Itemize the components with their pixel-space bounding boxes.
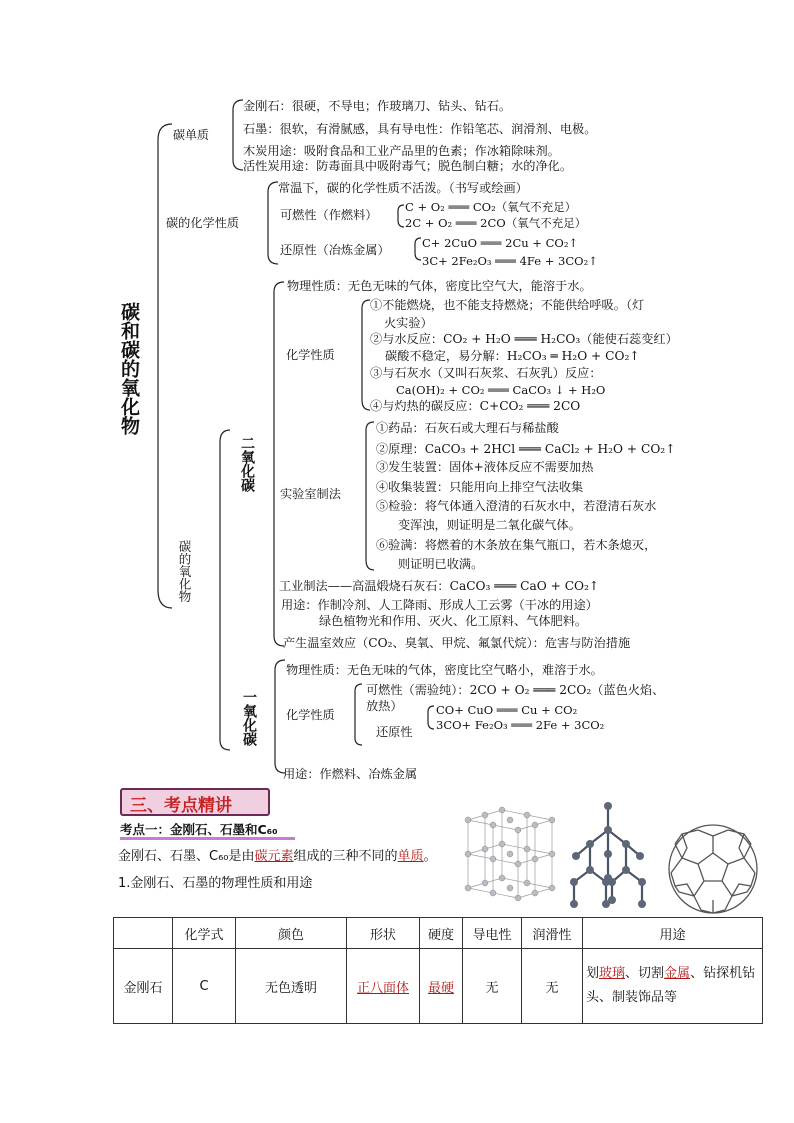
subhead: 1.金刚石、石墨的物理性质和用途 — [118, 876, 313, 891]
co-combustible: 可燃性（需验纯）：2CO + O₂ ═══ 2CO₂（蓝色火焰、 — [366, 683, 665, 697]
co2-chem-line: 火实验） — [384, 316, 433, 330]
co-label: 一氧化碳 — [241, 690, 257, 746]
table-header-cell: 润滑性 — [522, 918, 583, 949]
co-uses: 用途：作燃料、冶炼金属 — [283, 767, 418, 781]
intro-mid: 组成的三种不同的 — [293, 849, 398, 864]
table-row — [114, 949, 763, 1024]
carbon-element-line-graphite: 石墨：很软，有滑腻感，具有导电性：作铅笔芯、润滑剂、电极。 — [243, 122, 597, 136]
carbon-chem-combustible-eq2: 2C + O₂ ═══ 2CO（氧气不充足） — [405, 216, 587, 230]
co2-lab-line: ⑤检验：将气体通入澄清的石灰水中，若澄清石灰水 — [376, 499, 657, 513]
table-header-cell: 硬度 — [420, 918, 463, 949]
co-combustible-2: 放热） — [366, 699, 403, 713]
graphite-structure-image — [462, 806, 558, 912]
carbon-element-line-diamond: 金刚石：很硬，不导电；作玻璃刀、钻头、钻石。 — [243, 99, 512, 113]
co-reducing-eq2: 3CO+ Fe₂O₃ ═══ 2Fe + 3CO₂ — [436, 718, 605, 732]
co2-industrial: 工业制法——高温煅烧石灰石：CaCO₃ ═══ CaO + CO₂↑ — [279, 579, 600, 593]
co2-chem-line: 碳酸不稳定，易分解：H₂CO₃ ═ H₂O + CO₂↑ — [385, 349, 640, 363]
carbon-chem-reducing-label: 还原性（冶炼金属） — [280, 243, 390, 257]
cell-uses — [583, 949, 763, 1024]
co2-lab-line: ⑥验满：将燃着的木条放在集气瓶口，若木条熄灭， — [376, 538, 657, 552]
mindmap-root-title: 碳和碳的氧化物 — [118, 302, 140, 435]
carbon-chem-reducing-eq1: C+ 2CuO ═══ 2Cu + CO₂↑ — [422, 236, 579, 250]
co-reducing-eq1: CO+ CuO ═══ Cu + CO₂ — [436, 703, 578, 717]
co2-uses-2: 绿色植物光和作用、灭火、化工原料、气体肥料。 — [319, 614, 588, 628]
use-part: 、钻探机钻 — [690, 966, 756, 981]
cell-hardness-text: 最硬 — [427, 980, 454, 996]
carbon-element-line-activated: 活性炭用途：防毒面具中吸附毒气；脱色制白糖；水的净化。 — [243, 159, 573, 173]
carbon-chem-reducing-eq2: 3C+ 2Fe₂O₃ ═══ 4Fe + 3CO₂↑ — [422, 254, 598, 268]
table-header-cell: 用途 — [583, 918, 763, 949]
co2-greenhouse: 产生温室效应（CO₂、臭氧、甲烷、氟氯代烷）：危害与防治措施 — [283, 636, 631, 650]
co2-chem-line: ③与石灰水（又叫石灰浆、石灰乳）反应： — [370, 366, 602, 380]
cell-hardness — [420, 949, 463, 1024]
co2-label: 二氧化碳 — [239, 436, 255, 492]
carbon-chem-combustible-eq1: C + O₂ ═══ CO₂（氧气不充足） — [405, 200, 577, 214]
cell-formula: C — [173, 949, 236, 1024]
intro-keyword-elemental: 单质 — [397, 849, 424, 864]
co2-lab-line: 变浑浊，则证明是二氧化碳气体。 — [398, 518, 581, 532]
use-part: 、切割 — [625, 966, 665, 981]
carbon-chem-combustible-label: 可燃性（作燃料） — [280, 208, 378, 222]
co-chem-label: 化学性质 — [286, 708, 335, 722]
point-title-text: 考点一：金刚石、石墨和C₆₀ — [120, 822, 278, 837]
co2-chem-line: ①不能燃烧，也不能支持燃烧；不能供给呼吸。（灯 — [370, 298, 645, 312]
table-header-row — [114, 918, 763, 949]
cell-lubricity: 无 — [522, 949, 583, 1024]
co2-chem-line: ②与水反应：CO₂ + H₂O ═══ H₂CO₃（能使石蕊变红） — [370, 332, 678, 346]
intro-end: 。 — [423, 849, 437, 864]
point-title-underline — [120, 837, 295, 840]
cell-shape — [347, 949, 420, 1024]
cell-conductivity: 无 — [463, 949, 522, 1024]
use-line-2: 头、制装饰品等 — [586, 990, 678, 1005]
co-physical: 物理性质：无色无味的气体，密度比空气略小，难溶于水。 — [286, 663, 603, 677]
cell-color: 无色透明 — [236, 949, 347, 1024]
co2-lab-label: 实验室制法 — [280, 487, 341, 501]
table-header-cell: 化学式 — [173, 918, 236, 949]
carbon-element-label: 碳单质 — [173, 128, 210, 142]
co2-lab-line: ①药品：石灰石或大理石与稀盐酸 — [376, 421, 559, 435]
table-header-cell: 颜色 — [236, 918, 347, 949]
carbon-chem-label: 碳的化学性质 — [166, 216, 240, 230]
carbon-chem-stable: 常温下，碳的化学性质不活泼。（书写或绘画） — [278, 181, 528, 195]
co-reducing-label: 还原性 — [376, 725, 413, 739]
point-title — [120, 820, 278, 838]
co2-physical: 物理性质：无色无味的气体，密度比空气大，能溶于水。 — [287, 279, 592, 293]
co2-lab-line: ④收集装置：只能用向上排空气法收集 — [376, 480, 584, 494]
co2-lab-line: 则证明已收满。 — [398, 557, 484, 571]
intro-pre: 金刚石、石墨、C₆₀是由 — [118, 849, 255, 864]
co2-chem-line: ④与灼热的碳反应：C+CO₂ ═══ 2CO — [370, 399, 581, 413]
co2-chem-line: Ca(OH)₂ + CO₂ ═══ CaCO₃ ↓ + H₂O — [396, 383, 606, 397]
banner-title: 三、考点精讲 — [130, 796, 232, 816]
use-keyword-metal: 金属 — [664, 966, 691, 981]
diamond-structure-image — [566, 800, 650, 912]
section-banner — [116, 784, 272, 816]
table-header-cell — [114, 918, 173, 949]
c60-structure-image — [665, 822, 761, 916]
co2-lab-line: ②原理：CaCO₃ + 2HCl ═══ CaCl₂ + H₂O + CO₂↑ — [376, 442, 676, 456]
co2-lab-line: ③发生装置：固体+液体反应不需要加热 — [376, 460, 594, 474]
co2-uses: 用途：作制冷剂、人工降雨、形成人工云雾（干冰的用途） — [281, 598, 598, 612]
carbon-element-line-charcoal: 木炭用途：吸附食品和工业产品里的色素；作冰箱除味剂。 — [243, 144, 560, 158]
cell-name: 金刚石 — [114, 949, 173, 1024]
intro-line — [118, 849, 437, 865]
use-part: 划 — [586, 966, 600, 981]
table-header-cell: 形状 — [347, 918, 420, 949]
intro-keyword-element: 碳元素 — [254, 849, 294, 864]
oxides-label: 碳的氧化物 — [177, 540, 192, 603]
cell-shape-text: 正八面体 — [356, 980, 409, 996]
table-header-cell: 导电性 — [463, 918, 522, 949]
use-keyword-glass: 玻璃 — [599, 966, 626, 981]
co2-chem-label: 化学性质 — [286, 348, 335, 362]
properties-table — [113, 917, 763, 1024]
